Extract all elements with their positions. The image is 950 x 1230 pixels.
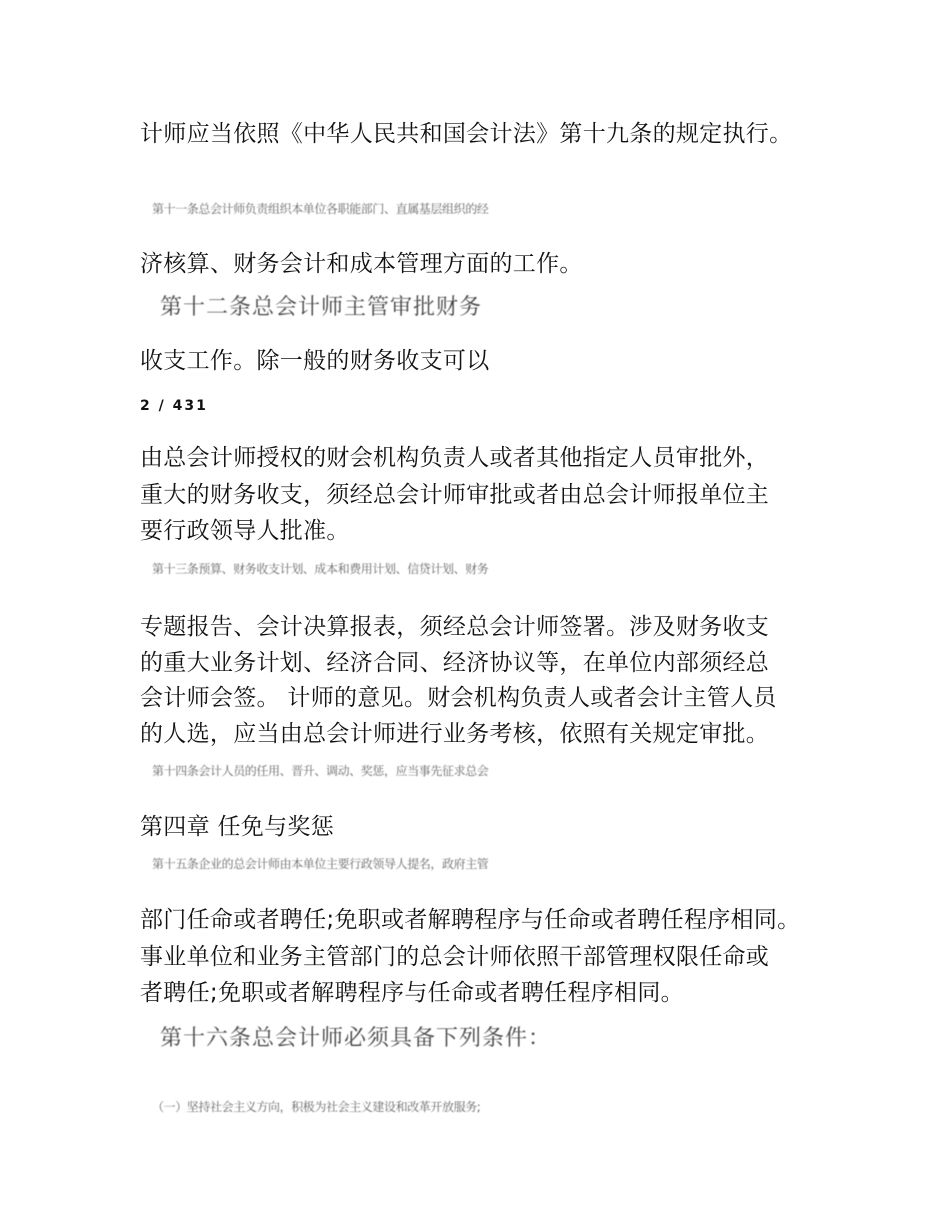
page-number: 2 / 431 xyxy=(140,398,208,414)
paragraph-line: 会计师会签。 计师的意见。财会机构负责人或者会计主管人员 xyxy=(140,685,777,711)
paragraph-line: 者聘任;免职或者解聘程序与任命或者聘任程序相同。 xyxy=(140,980,684,1006)
embedded-text-image: 第十一条总会计师负责组织本单位各职能部门、直属基层组织的经 xyxy=(152,202,489,216)
embedded-text-image: 第十三条预算、财务收支计划、成本和费用计划、信贷计划、财务 xyxy=(152,562,489,576)
text-line: 收支工作。除一般的财务收支可以 xyxy=(140,348,490,374)
paragraph-line: 的人选，应当由总会计师进行业务考核，依照有关规定审批。 xyxy=(140,721,770,747)
embedded-text-image: 第十二条总会计师主管审批财务 xyxy=(160,295,483,320)
paragraph-line: 事业单位和业务主管部门的总会计师依照干部管理权限任命或 xyxy=(140,944,770,970)
paragraph-line: 部门任命或者聘任;免职或者解聘程序与任命或者聘任程序相同。 xyxy=(140,907,801,933)
text-line: 计师应当依照《中华人民共和国会计法》第十九条的规定执行。 xyxy=(140,121,793,147)
embedded-text-image: 第十六条总会计师必须具备下列条件： xyxy=(160,1026,552,1051)
paragraph-line: 重大的财务收支，须经总会计师审批或者由总会计师报单位主 xyxy=(140,482,770,508)
embedded-text-image: 第十五条企业的总会计师由本单位主要行政领导人提名，政府主管 xyxy=(152,857,489,871)
embedded-text-image: 第十四条会计人员的任用、晋升、调动、奖惩，应当事先征求总会 xyxy=(152,764,489,778)
paragraph-line: 由总会计师授权的财会机构负责人或者其他指定人员审批外， xyxy=(140,445,770,471)
paragraph-line: 专题报告、会计决算报表，须经总会计师签署。涉及财务收支 xyxy=(140,614,770,640)
chapter-heading: 第四章 任免与奖惩 xyxy=(140,814,335,840)
paragraph-line: 的重大业务计划、经济合同、经济协议等，在单位内部须经总 xyxy=(140,650,770,676)
embedded-text-image: （一）坚持社会主义方向，积极为社会主义建设和改革开放服务; xyxy=(152,1100,481,1114)
paragraph-line: 要行政领导人批准。 xyxy=(140,518,350,544)
text-line: 济核算、财务会计和成本管理方面的工作。 xyxy=(140,251,583,277)
